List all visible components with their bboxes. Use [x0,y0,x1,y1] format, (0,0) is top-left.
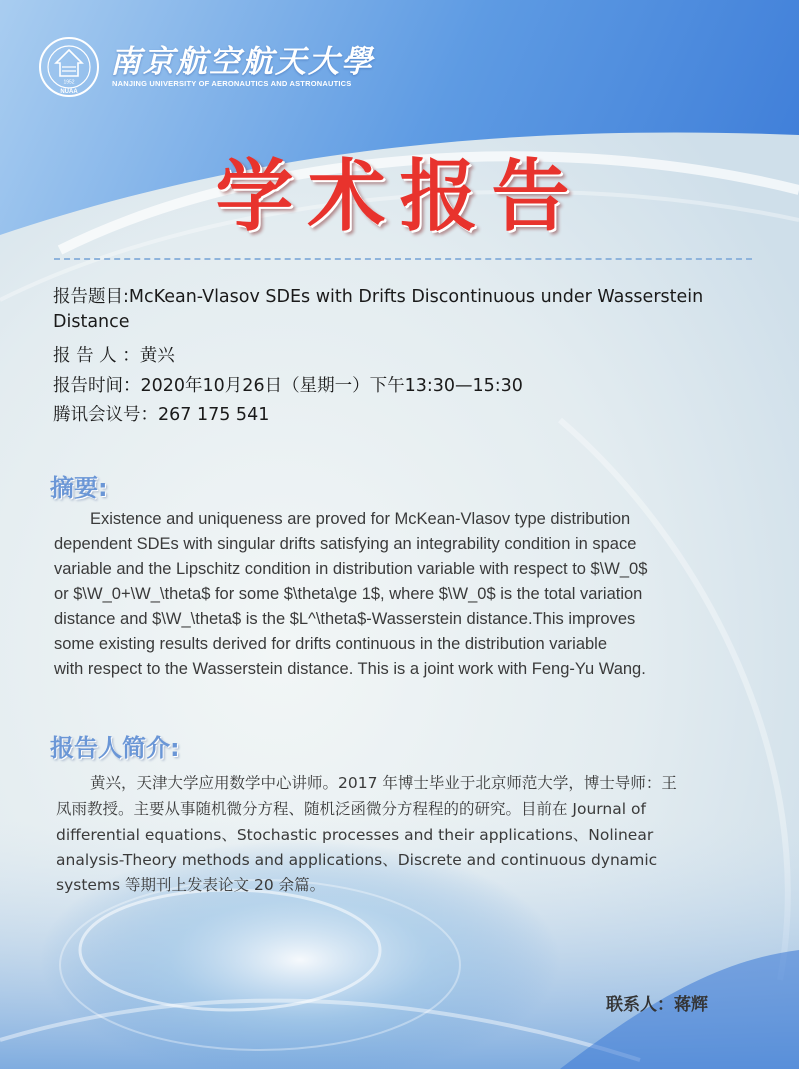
bio-line: differential equations、Stochastic processes and their applications、Nolinear [56,826,654,844]
abstract-line: dependent SDEs with singular drifts satisfying an integrability condition in space [54,535,637,553]
university-emblem-icon [38,36,100,98]
abstract-line: Existence and uniqueness are proved for McKean-Vlasov type distribution [90,510,631,528]
abstract-line: variable and the Lipschitz condition in distribution variable with respect to $\W_0$ [54,560,648,578]
poster-title: 学术报告 [215,152,584,242]
bio-line: 凤雨教授。主要从事随机微分方程、随机泛函微分方程程的的研究。目前在 Journal of [56,800,646,818]
abstract-line: or $\W_0+\W_\theta$ for some $\theta\ge 1$, where $\W_0$ is the total variation [54,585,643,603]
talk-time: 报告时间：2020年10月26日（星期一）下午13:30—15:30 [53,376,523,396]
abstract-line: distance and $\W_\theta$ is the $L^\theta$-Wasserstein distance.This improves [54,610,636,628]
bio-line: systems 等期刊上发表论文 20 余篇。 [56,876,326,894]
university-name-en: NANJING UNIVERSITY OF AERONAUTICS AND ASTRONAUTICS [112,79,352,88]
talk-topic-line-1: 报告题目:McKean-Vlasov SDEs with Drifts Discontinuous under Wasserstein [53,287,704,307]
abstract-heading: 摘要: [50,474,108,502]
bio-line: 黄兴，天津大学应用数学中心讲师。2017 年博士毕业于北京师范大学，博士导师：王 [90,774,677,792]
contact-person: 联系人：蒋辉 [606,995,708,1015]
abstract-line: with respect to the Wasserstein distance. This is a joint work with Feng-Yu Wang. [54,660,646,678]
emblem-text: NUAA [60,89,78,95]
speaker: 报 告 人 ：黄兴 [53,346,175,366]
abstract-line: some existing results derived for drifts continuous in the distribution variable [54,635,608,653]
bio-line: analysis-Theory methods and applications、Discrete and continuous dynamic [56,851,658,869]
meeting-id: 腾讯会议号：267 175 541 [53,405,270,425]
university-name-cn: 南京航空航天大學 [110,44,374,80]
bio-heading: 报告人简介: [50,734,180,762]
emblem-year: 1952 [63,79,75,86]
divider [54,258,752,260]
talk-topic-line-2: Distance [53,312,130,332]
